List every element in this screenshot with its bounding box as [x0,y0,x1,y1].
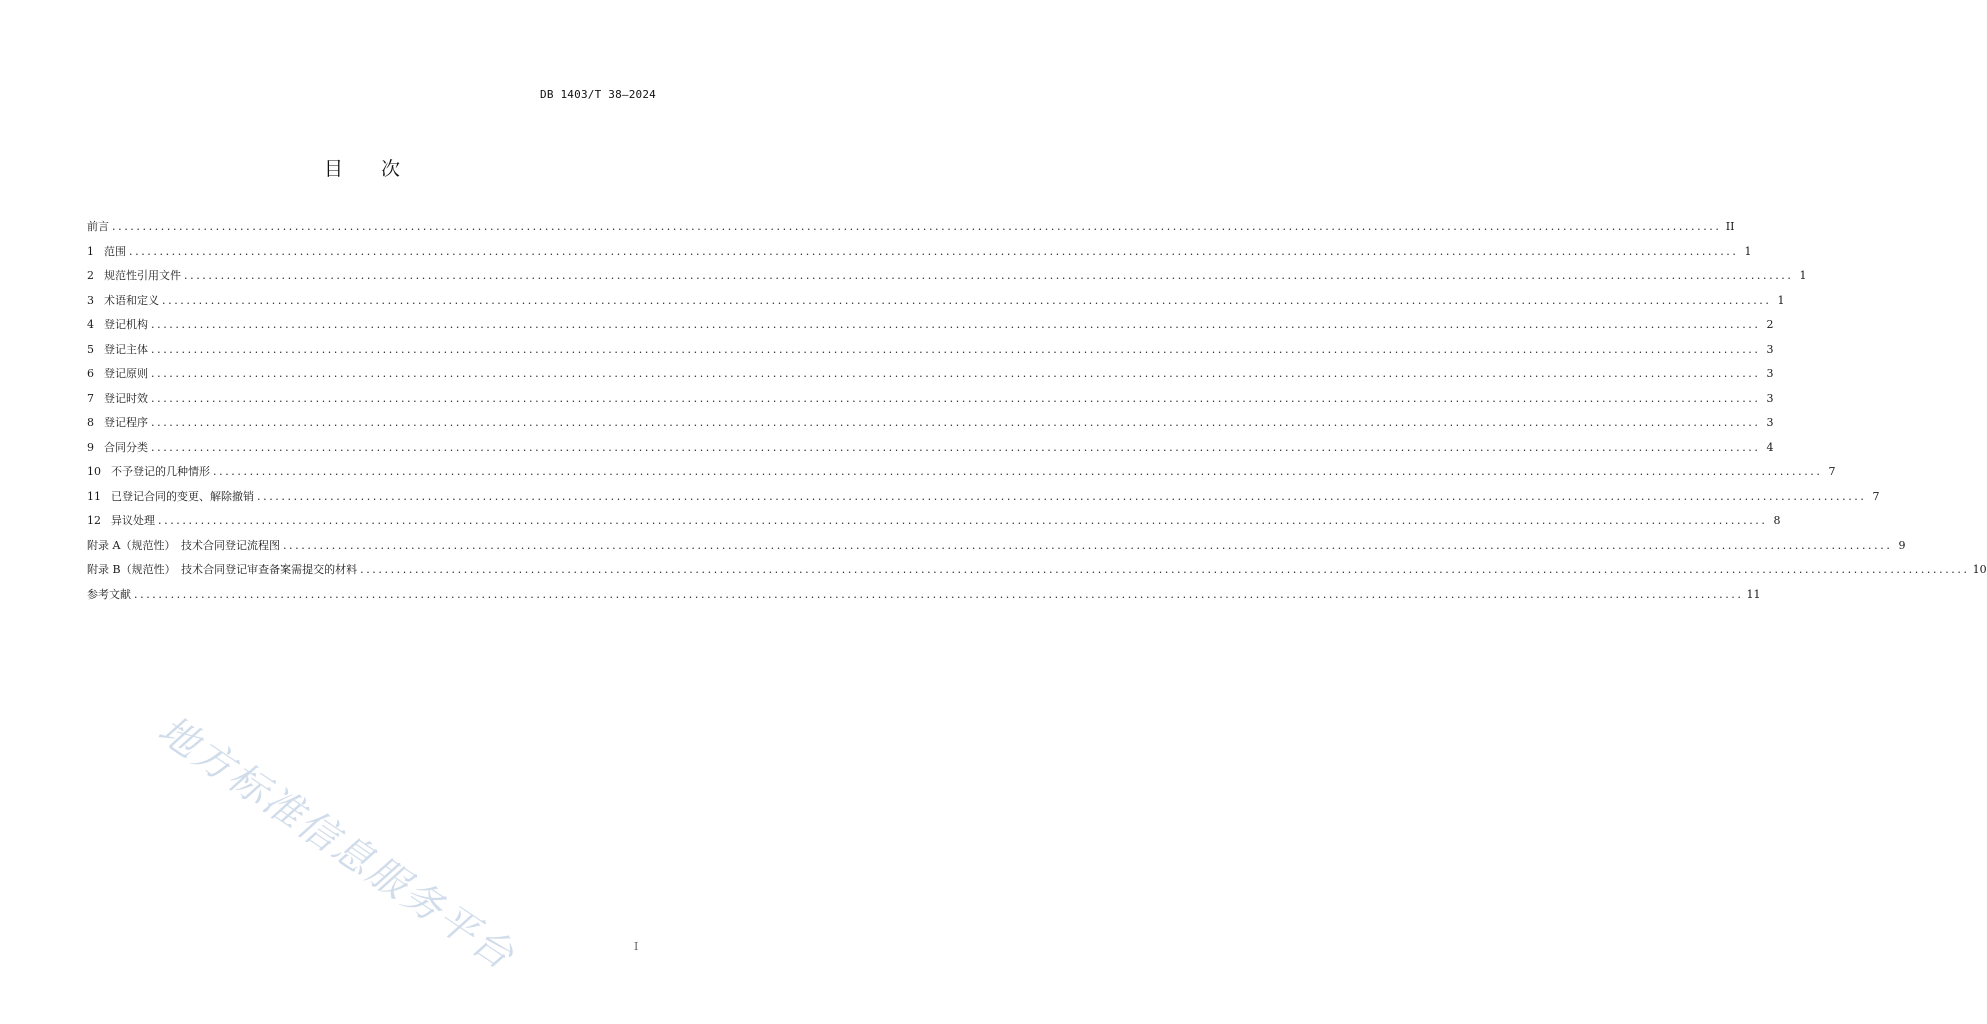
toc-entry-number: 7 [87,391,94,405]
toc-entry-1[interactable] [87,244,1752,269]
table-of-contents [87,219,1987,611]
toc-dot-leader [151,391,1761,407]
toc-dot-leader [134,587,1744,603]
toc-entry-number: 10 [87,465,101,478]
toc-entry-page: 3 [1766,367,1774,380]
toc-entry-label: 登记原则 [104,367,148,380]
toc-entry-10[interactable] [87,464,1836,489]
toc-entry-number: 3 [87,293,94,307]
toc-entry-label: 范围 [104,244,126,258]
toc-dot-leader [151,342,1761,358]
toc-dot-leader [129,244,1739,260]
document-code: DB 1403/T 38—2024 [540,88,656,101]
toc-entry-label: 异议处理 [111,514,155,527]
toc-entry-page: 11 [1746,587,1761,601]
toc-entry-preface[interactable] [87,219,1735,244]
toc-entry-page: 1 [1744,244,1752,258]
toc-entry-label: 附录 A（规范性） 技术合同登记流程图 [87,538,280,552]
toc-entry-label: 术语和定义 [104,293,159,307]
toc-entry-number: 5 [87,342,94,356]
toc-entry-appendix-a[interactable] [87,538,1906,563]
toc-dot-leader [112,219,1722,235]
toc-entry-page: 2 [1766,318,1774,331]
toc-dot-leader [360,562,1970,578]
toc-entry-number: 1 [87,244,94,258]
toc-entry-page: 7 [1872,489,1880,503]
toc-dot-leader [151,440,1761,456]
footer-page-number: I [634,940,639,953]
toc-entry-number: 8 [87,416,94,429]
toc-entry-page: 1 [1799,269,1807,282]
toc-entry-12[interactable] [87,513,1781,538]
toc-dot-leader [151,317,1761,333]
toc-entry-label: 参考文献 [87,587,131,601]
toc-entry-label: 前言 [87,220,109,233]
page-title: 目次 [323,158,438,180]
toc-entry-4[interactable] [87,317,1774,342]
toc-dot-leader [162,293,1772,309]
toc-entry-number: 2 [87,269,94,282]
toc-dot-leader [151,366,1761,382]
toc-entry-number: 9 [87,440,94,454]
toc-entry-label: 登记机构 [104,318,148,331]
toc-entry-label: 附录 B（规范性） 技术合同登记审查备案需提交的材料 [87,563,358,576]
toc-dot-leader [257,489,1867,505]
toc-entry-label: 已登记合同的变更、解除撤销 [111,489,254,503]
toc-dot-leader [213,464,1823,480]
toc-entry-references[interactable] [87,587,1761,612]
toc-entry-2[interactable] [87,268,1807,293]
toc-entry-page: 4 [1766,440,1774,454]
toc-entry-5[interactable] [87,342,1774,367]
toc-entry-9[interactable] [87,440,1774,465]
toc-entry-page: 7 [1828,465,1836,478]
toc-dot-leader [158,513,1768,529]
toc-entry-6[interactable] [87,366,1774,391]
toc-entry-label: 登记时效 [104,391,148,405]
toc-dot-leader [283,538,1893,554]
toc-entry-page: 3 [1766,416,1774,429]
toc-entry-label: 合同分类 [104,440,148,454]
toc-entry-page: 10 [1972,563,1987,576]
toc-entry-page: 3 [1766,342,1774,356]
toc-entry-page: 9 [1898,538,1906,552]
toc-dot-leader [184,268,1794,284]
toc-entry-number: 12 [87,514,101,527]
toc-entry-label: 不予登记的几种情形 [111,465,210,478]
toc-entry-label: 规范性引用文件 [104,269,181,282]
toc-entry-page: 1 [1777,293,1785,307]
toc-entry-appendix-b[interactable] [87,562,1987,587]
toc-entry-page: II [1725,220,1735,233]
toc-entry-number: 11 [87,489,101,503]
toc-entry-7[interactable] [87,391,1774,416]
watermark: 地方标准信息服务平台 [149,707,524,980]
toc-entry-label: 登记程序 [104,416,148,429]
toc-dot-leader [151,415,1761,431]
toc-entry-page: 8 [1773,514,1781,527]
toc-entry-number: 4 [87,318,94,331]
toc-entry-number: 6 [87,367,94,380]
toc-entry-label: 登记主体 [104,342,148,356]
toc-entry-page: 3 [1766,391,1774,405]
toc-entry-8[interactable] [87,415,1774,440]
toc-entry-11[interactable] [87,489,1880,514]
toc-entry-3[interactable] [87,293,1785,318]
